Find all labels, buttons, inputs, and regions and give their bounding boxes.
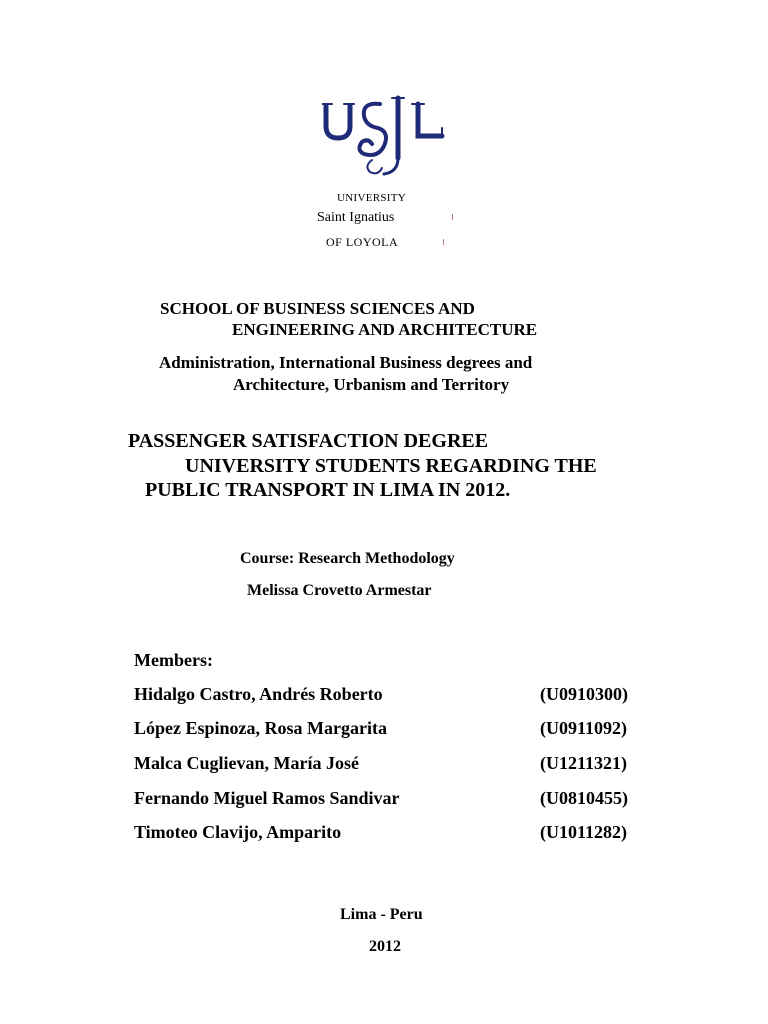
university-line-1: UNIVERSITY xyxy=(337,192,406,204)
stray-mark xyxy=(452,214,453,220)
stray-mark xyxy=(443,239,444,245)
usil-logo xyxy=(322,92,448,180)
member-name: Malca Cuglievan, María José xyxy=(134,753,359,773)
member-code: (U0911092) xyxy=(540,718,627,738)
title-line-3: PUBLIC TRANSPORT IN LIMA IN 2012. xyxy=(145,479,511,501)
member-name: Fernando Miguel Ramos Sandivar xyxy=(134,788,400,808)
school-line-1: SCHOOL OF BUSINESS SCIENCES AND xyxy=(160,299,475,318)
place: Lima - Peru xyxy=(340,906,423,923)
member-code: (U0910300) xyxy=(540,684,628,704)
member-code: (U1011282) xyxy=(540,822,627,842)
school-line-2: ENGINEERING AND ARCHITECTURE xyxy=(232,320,538,339)
title-line-2: UNIVERSITY STUDENTS REGARDING THE xyxy=(185,455,597,477)
degrees-line-2: Architecture, Urbanism and Territory xyxy=(233,375,510,394)
course-label: Course: Research Methodology xyxy=(240,550,455,567)
usil-logo-icon xyxy=(322,92,448,180)
title-line-1: PASSENGER SATISFACTION DEGREE xyxy=(128,430,489,452)
teacher-name: Melissa Crovetto Armestar xyxy=(247,582,432,599)
member-code: (U1211321) xyxy=(540,753,627,773)
member-name: López Espinoza, Rosa Margarita xyxy=(134,718,387,738)
university-line-3: OF LOYOLA xyxy=(326,235,399,249)
degrees-line-1: Administration, International Business degrees and xyxy=(159,353,533,372)
members-heading: Members: xyxy=(134,650,213,670)
member-name: Timoteo Clavijo, Amparito xyxy=(134,822,342,842)
year: 2012 xyxy=(369,938,401,955)
member-code: (U0810455) xyxy=(540,788,628,808)
member-name: Hidalgo Castro, Andrés Roberto xyxy=(134,684,383,704)
university-line-2: Saint Ignatius xyxy=(317,210,395,225)
